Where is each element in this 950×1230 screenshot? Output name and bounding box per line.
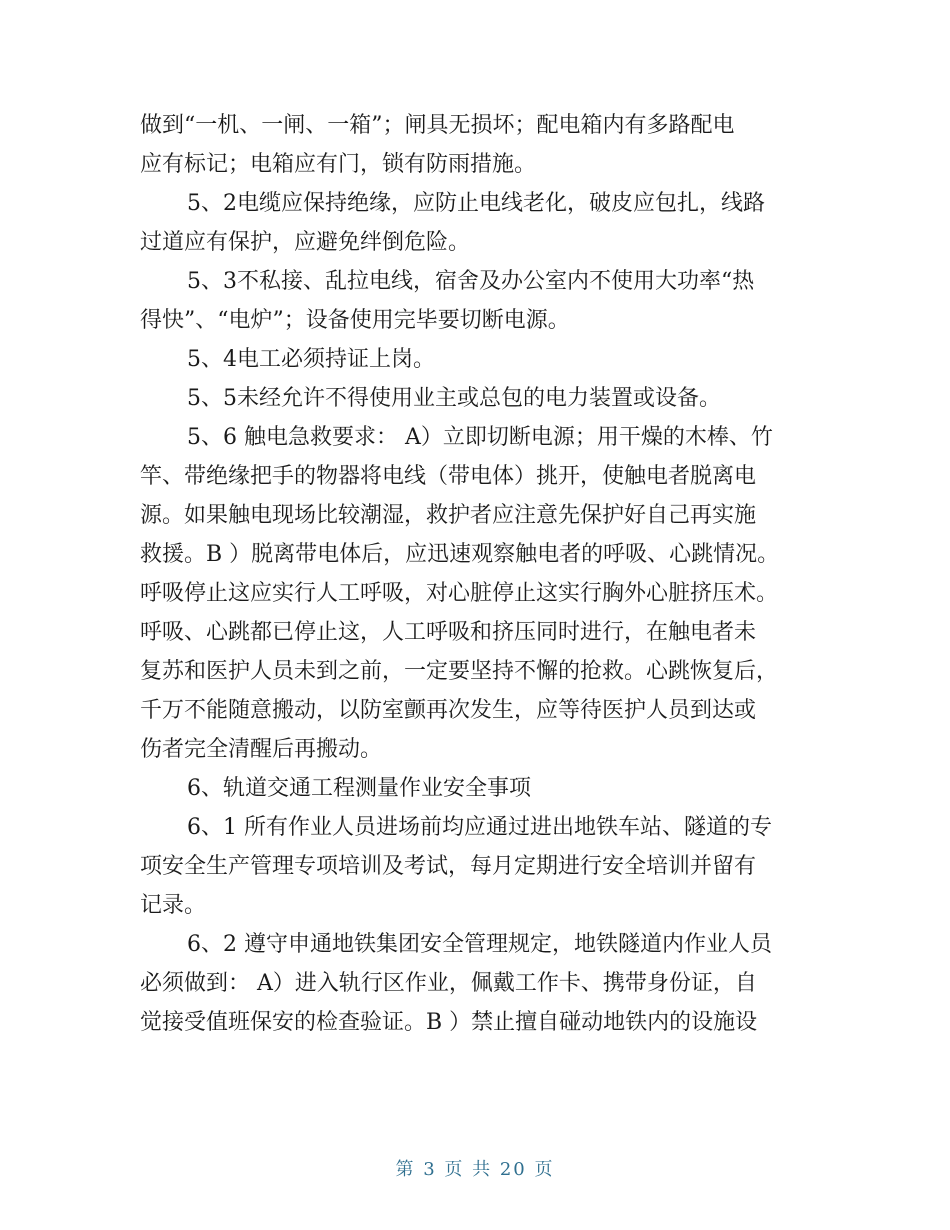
text-line: 必须做到： A）进入轨行区作业，佩戴工作卡、携带身份证，自 — [140, 971, 757, 996]
text-line: 复苏和医护人员未到之前，一定要坚持不懈的抢救。心跳恢复后， — [140, 659, 779, 684]
text-line: 源。如果触电现场比较潮湿，救护者应注意先保护好自己再实施 — [140, 503, 757, 528]
paragraph-6-1: 6、1 所有作业人员进场前均应通过进出地铁车站、隧道的专 — [187, 815, 772, 840]
text-line: 项安全生产管理专项培训及考试，每月定期进行安全培训并留有 — [140, 854, 757, 879]
paragraph-5-4: 5、4电工必须持证上岗。 — [187, 347, 435, 372]
paragraph-6-2: 6、2 遵守申通地铁集团安全管理规定，地铁隧道内作业人员 — [187, 932, 772, 957]
section-heading-6: 6、轨道交通工程测量作业安全事项 — [187, 776, 531, 801]
paragraph-5-6: 5、6 触电急救要求： A）立即切断电源；用干燥的木棒、竹 — [187, 425, 773, 450]
text-line: 千万不能随意搬动，以防室颤再次发生，应等待医护人员到达或 — [140, 698, 757, 723]
page-number-footer: 第 3 页 共 20 页 — [395, 1159, 555, 1180]
paragraph-5-5: 5、5未经允许不得使用业主或总包的电力装置或设备。 — [187, 386, 721, 411]
text-line: 呼吸停止这应实行人工呼吸，对心脏停止这实行胸外心脏挤压术。 — [140, 581, 779, 606]
text-line: 做到“一机、一闸、一箱”；闸具无损坏；配电箱内有多路配电 — [140, 113, 735, 138]
text-line: 过道应有保护，应避免绊倒危险。 — [140, 230, 471, 255]
text-line: 竿、带绝缘把手的物器将电线（带电体）挑开，使触电者脱离电 — [140, 464, 757, 489]
text-line: 觉接受值班保安的检查验证。B ）禁止擅自碰动地铁内的设施设 — [140, 1010, 758, 1035]
text-line: 救援。B ）脱离带电体后，应迅速观察触电者的呼吸、心跳情况。 — [140, 542, 780, 567]
paragraph-5-3: 5、3不私接、乱拉电线，宿舍及办公室内不使用大功率“热 — [187, 269, 755, 294]
text-line: 记录。 — [140, 893, 207, 918]
document-body — [140, 106, 812, 1042]
paragraph-5-2: 5、2电缆应保持绝缘，应防止电线老化，破皮应包扎，线路 — [187, 191, 765, 216]
text-line: 得快”、“电炉”；设备使用完毕要切断电源。 — [140, 308, 570, 333]
text-line: 应有标记；电箱应有门，锁有防雨措施。 — [140, 152, 537, 177]
text-line: 呼吸、心跳都已停止这，人工呼吸和挤压同时进行，在触电者未 — [140, 620, 757, 645]
text-line: 伤者完全清醒后再搬动。 — [140, 737, 383, 762]
